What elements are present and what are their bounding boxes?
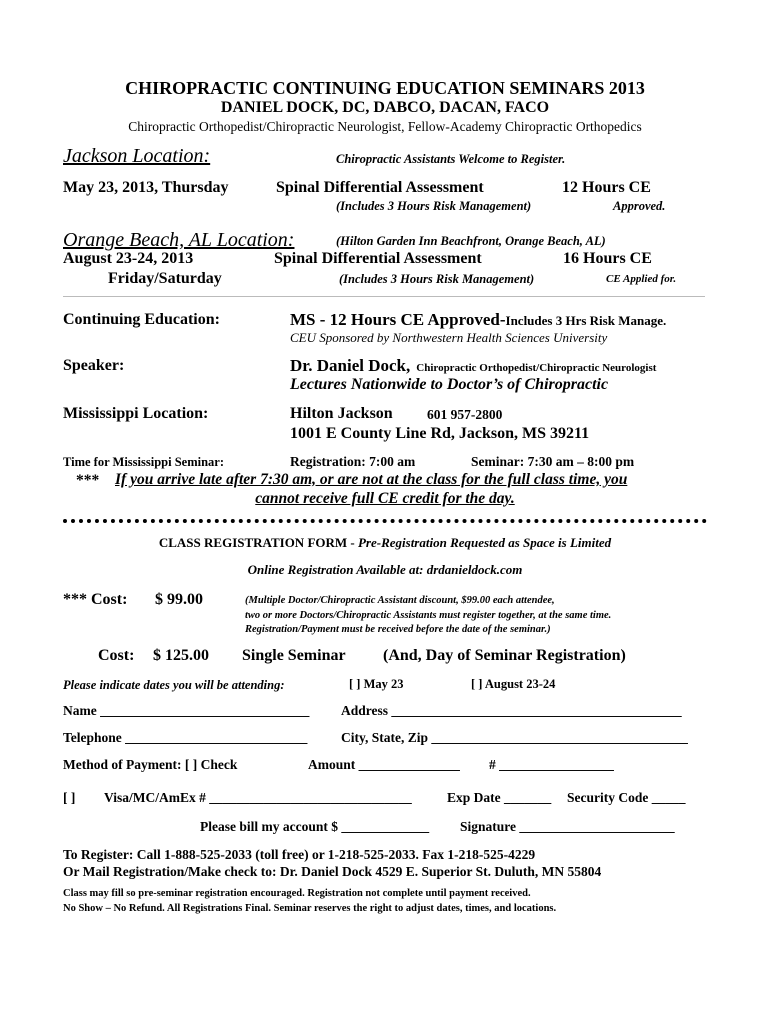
speaker-label: Speaker: [63,357,125,374]
orange-beach-hours: 16 Hours CE [563,250,652,267]
late-warning-prefix: *** [76,472,100,489]
form-title-italic: Pre-Registration Requested as Space is Limited [357,535,612,550]
speaker-name: Dr. Daniel Dock, [290,356,411,375]
jackson-course: Spinal Differential Assessment [276,179,484,196]
name-field[interactable]: Name _______________________________ [63,703,310,718]
orange-beach-includes: (Includes 3 Hours Risk Management) [339,272,535,286]
ms-address: 1001 E County Line Rd, Jackson, MS 39211 [290,425,590,442]
discount-line2: two or more Doctors/Chiropractic Assistants must register together, at the same time. [245,610,612,621]
card-checkbox[interactable]: [ ] [63,790,76,805]
telephone-field[interactable]: Telephone ___________________________ [63,730,308,745]
late-warning-line2: cannot receive full CE credit for the day. [255,490,515,507]
discount-line1: (Multiple Doctor/Chiropractic Assistant discount, $99.00 each attendee, [245,595,555,606]
amount-field[interactable]: Amount _______________ [308,757,460,772]
dates-prompt: Please indicate dates you will be attending: [63,678,285,692]
jackson-heading: Jackson Location: [63,145,211,167]
orange-beach-status: CE Applied for. [606,273,677,285]
mail-contact: Or Mail Registration/Make check to: Dr. Daniel Dock 4529 E. Superior St. Duluth, MN 55804 [63,864,602,879]
jackson-status: Approved. [613,199,666,213]
cost1-value: $ 99.00 [155,591,203,608]
speaker-tagline: Lectures Nationwide to Doctor’s of Chiropractic [290,376,609,393]
orange-beach-date: August 23-24, 2013 [63,250,194,267]
online-registration: Online Registration Available at: drdanieldock.com [247,562,523,577]
single-seminar-label: Single Seminar [242,647,346,664]
register-contact: To Register: Call 1-888-525-2033 (toll free) or 1-218-525-2033. Fax 1-218-525-4229 [63,847,536,862]
presenter-credentials: DANIEL DOCK, DC, DABCO, DACAN, FACO [220,99,550,116]
option-may-23[interactable]: [ ] May 23 [349,677,404,691]
orange-beach-course: Spinal Differential Assessment [274,250,482,267]
fine-print-line1: Class may fill so pre-seminar registration encouraged. Registration not complete until payment received. [63,888,531,899]
signature-field[interactable]: Signature _______________________ [460,819,675,834]
orange-beach-heading: Orange Beach, AL Location: [63,229,295,251]
exp-date-field[interactable]: Exp Date _______ [447,790,552,805]
cost1-label: *** Cost: [63,591,128,608]
orange-beach-venue: (Hilton Garden Inn Beachfront, Orange Beach, AL) [336,234,606,248]
check-number-field[interactable]: # _________________ [489,757,614,772]
security-code-field[interactable]: Security Code _____ [567,790,686,805]
jackson-hours: 12 Hours CE [562,179,651,196]
ce-sponsor: CEU Sponsored by Northwestern Health Sciences University [290,330,608,345]
assistants-note: Chiropractic Assistants Welcome to Register. [336,152,566,166]
page-title: CHIROPRACTIC CONTINUING EDUCATION SEMINARS 2013 [125,78,645,98]
seminar-time: Seminar: 7:30 am – 8:00 pm [471,454,635,469]
fine-print-line2: No Show – No Refund. All Registrations Final. Seminar reserves the right to adjust dates, times, and locations. [63,903,557,914]
speaker-credentials: Chiropractic Orthopedist/Chiropractic Neurologist [416,362,657,374]
bill-account-field[interactable]: Please bill my account $ _____________ [200,819,430,834]
form-title [0,535,770,551]
option-august-23-24[interactable]: [ ] August 23-24 [471,677,556,691]
jackson-date: May 23, 2013, Thursday [63,179,229,196]
ms-phone: 601 957-2800 [427,407,503,422]
registration-time: Registration: 7:00 am [290,454,416,469]
ce-value-small: Includes 3 Hrs Risk Manage. [505,313,667,328]
ms-venue: Hilton Jackson [290,405,393,422]
late-warning-line1: If you arrive late after 7:30 am, or are not at the class for the full class time, you [115,471,628,488]
presenter-specialty: Chiropractic Orthopedist/Chiropractic Neurologist, Fellow-Academy Chiropractic Orthopedics [128,119,642,134]
card-number-field[interactable]: Visa/MC/AmEx # ______________________________ [104,790,412,805]
cost2-value: $ 125.00 [153,647,209,664]
orange-beach-days: Friday/Saturday [108,270,222,287]
form-title-bold: CLASS REGISTRATION FORM - [158,535,355,550]
ce-value-main: MS - 12 Hours CE Approved- [290,310,506,329]
day-of-registration-note: (And, Day of Seminar Registration) [383,647,626,664]
ms-location-label: Mississippi Location: [63,405,209,422]
city-state-zip-field[interactable]: City, State, Zip ______________________________________ [341,730,688,745]
time-label: Time for Mississippi Seminar: [63,455,225,469]
speaker-info [290,356,656,376]
cost2-label: Cost: [98,647,135,664]
ce-value [290,310,666,330]
ce-label: Continuing Education: [63,311,220,328]
discount-line3: Registration/Payment must be received before the date of the seminar.) [245,624,551,635]
payment-check-option[interactable]: Method of Payment: [ ] Check [63,757,238,772]
section-divider [63,296,705,297]
dotted-separator [63,519,707,523]
address-field[interactable]: Address ___________________________________________ [341,703,682,718]
jackson-includes: (Includes 3 Hours Risk Management) [336,199,532,213]
